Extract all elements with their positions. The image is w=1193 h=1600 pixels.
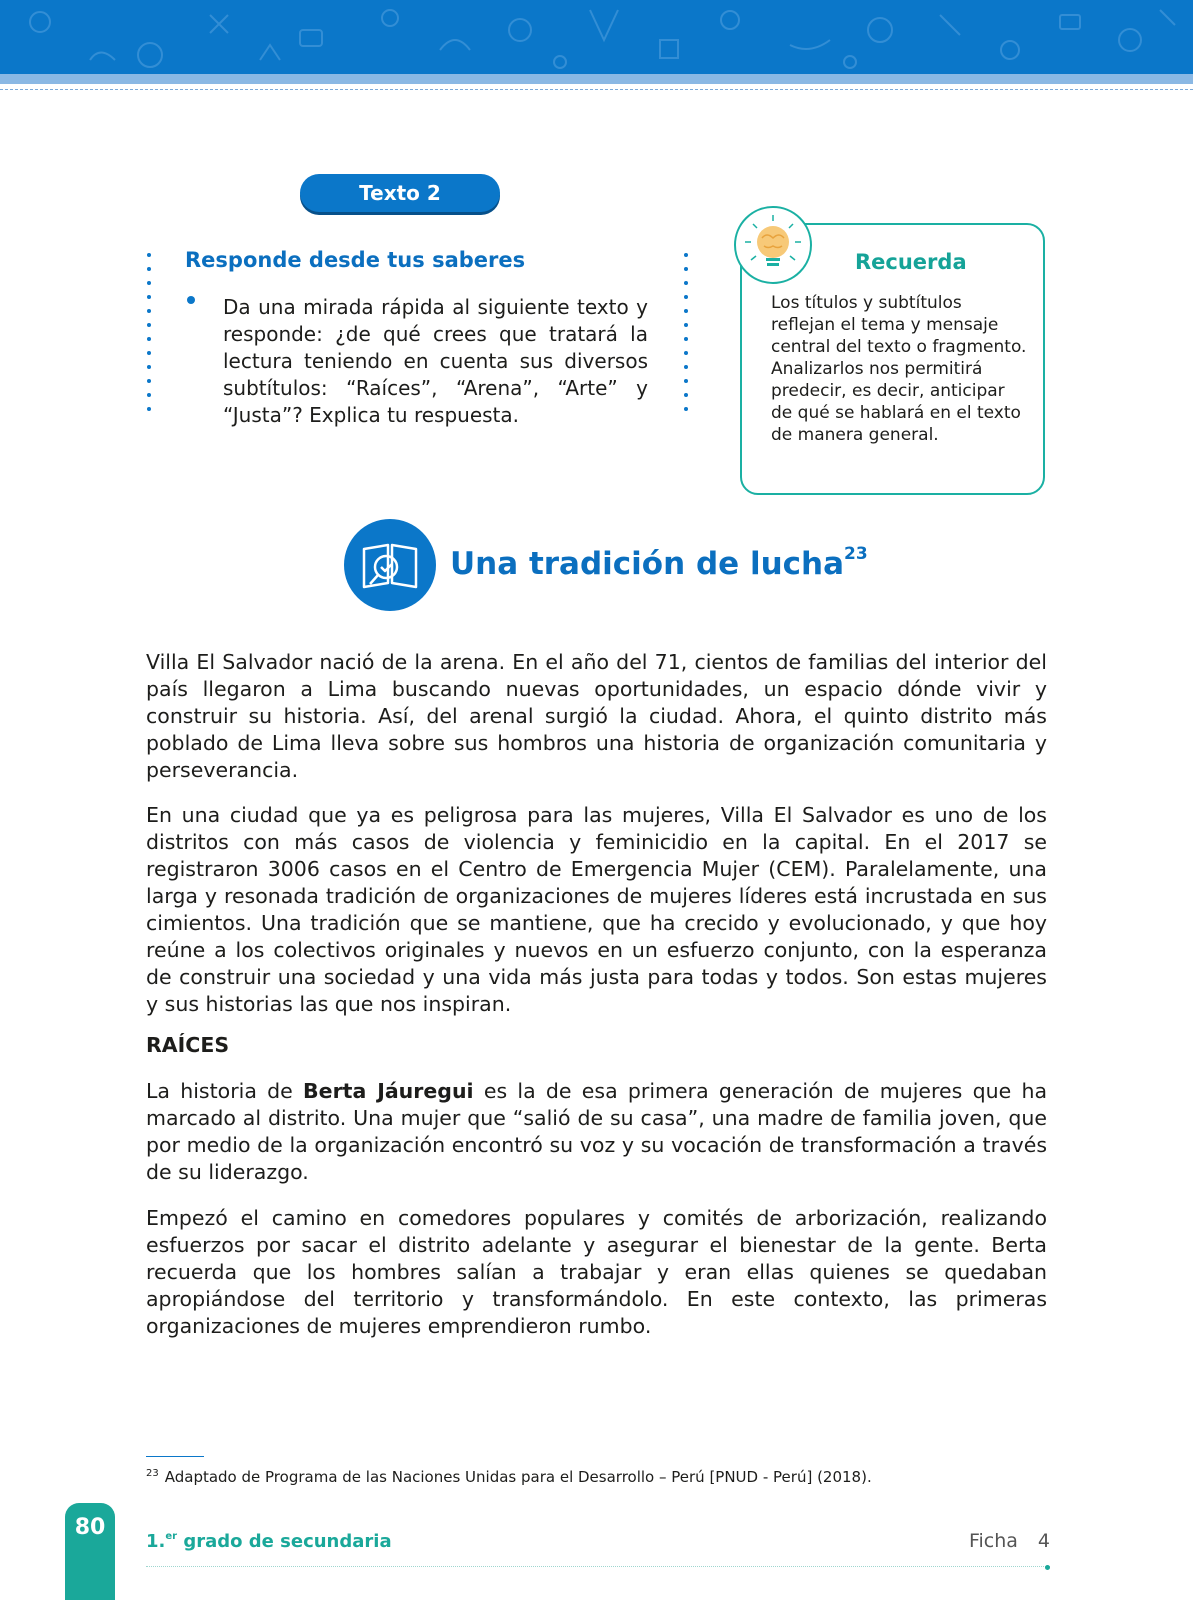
paragraph-3-rest: es la de esa primera generación de mujeres que ha marcado al distrito. Una mujer que “salió de su casa”, una madre de familia joven, que por medio de la organización encontró su voz y su vocación de transformación a través de su liderazgo.	[146, 1079, 1048, 1184]
person-name: Berta Jáuregui	[303, 1079, 474, 1103]
saberes-title: Responde desde tus saberes	[185, 248, 526, 272]
header-strip	[0, 74, 1193, 84]
dotted-divider-right	[684, 253, 688, 421]
text-tag: Texto 2	[300, 174, 500, 212]
footnote-rule	[146, 1456, 204, 1457]
grade-suffix: er	[165, 1531, 178, 1542]
paragraph-4: Empezó el camino en comedores populares y comités de arborización, realizando esfuerzos por sacar el distrito adelante y asegurar el bienestar de la gente. Berta recuerda que los hombres salían a trabajar y eran ellas quienes se quedaban apropiándose del territorio y transformándolo. En este contexto, las primeras organizaciones de mujeres emprendieron rumbo.	[146, 1206, 1047, 1338]
footnote-text: Adaptado de Programa de las Naciones Unidas para el Desarrollo – Perú [PNUD - Perú] (2018).	[164, 1468, 872, 1486]
grade-number: 1.	[146, 1531, 166, 1552]
article-title	[450, 546, 868, 582]
footnote-number: 23	[146, 1468, 159, 1479]
paragraph-3	[146, 1078, 1047, 1186]
section-heading-raices: RAÍCES	[146, 1033, 230, 1057]
grade-label	[146, 1531, 392, 1552]
header-banner	[0, 0, 1193, 74]
doodle-pattern-icon	[0, 0, 1193, 74]
dotted-divider-left	[147, 253, 151, 421]
ficha-label	[969, 1530, 1050, 1552]
paragraph-2: En una ciudad que ya es peligrosa para las mujeres, Villa El Salvador es uno de los distritos con más casos de violencia y feminicidio en la capital. En el 2017 se registraron 3006 casos en el Centro de Emergencia Mujer (CEM). Paralelamente, una larga y resonada tradición de organizaciones de mujeres líderes está incrustada en sus cimientos. Una tradición que se mantiene, que ha crecido y evolucionado, y que hoy reúne a los colectivos originales y nuevos en un esfuerzo conjunto, con la esperanza de construir una sociedad y una vida más justa para todas y todos. Son estas mujeres y sus historias las que nos inspiran.	[146, 803, 1047, 1016]
footnote-ref[interactable]: 23	[844, 544, 868, 564]
footnote	[146, 1468, 872, 1486]
header-divider	[0, 89, 1193, 90]
footer-dot	[1045, 1565, 1050, 1570]
saberes-question: Da una mirada rápida al siguiente texto y responde: ¿de qué crees que tratará la lectura teniendo en cuenta sus diversos subtítulos: “Raíces”, “Arena”, “Arte” y “Justa”? Explica tu respuesta.	[223, 295, 648, 427]
recuerda-title: Recuerda	[855, 250, 967, 274]
ficha-number: 4	[1037, 1530, 1050, 1552]
paragraph-1: Villa El Salvador nació de la arena. En el año del 71, cientos de familias del interior del país llegaron a Lima buscando nuevas oportunidades, un espacio dónde vivir y construir su historia. Así, del arenal surgió la ciudad. Ahora, el quinto distrito más poblado de Lima lleva sobre sus hombros una historia de organización comunitaria y perseverancia.	[146, 650, 1047, 782]
page-number: 80	[65, 1503, 115, 1600]
recuerda-body: Los títulos y subtítulos reflejan el tema y mensaje central del texto o fragmento. Analizarlos nos permitirá predecir, es decir, anticipar de qué se hablará en el texto de manera general.	[771, 293, 1027, 445]
lightbulb-brain-icon	[734, 206, 812, 284]
grade-text: grado de secundaria	[177, 1531, 392, 1552]
paragraph-3-start: La historia de	[146, 1079, 304, 1103]
bullet-icon	[187, 296, 195, 304]
book-magnifier-icon	[344, 519, 436, 611]
article-title-text: Una tradición de lucha	[450, 546, 845, 582]
footer-divider	[146, 1566, 1050, 1567]
ficha-text: Ficha	[968, 1530, 1018, 1552]
